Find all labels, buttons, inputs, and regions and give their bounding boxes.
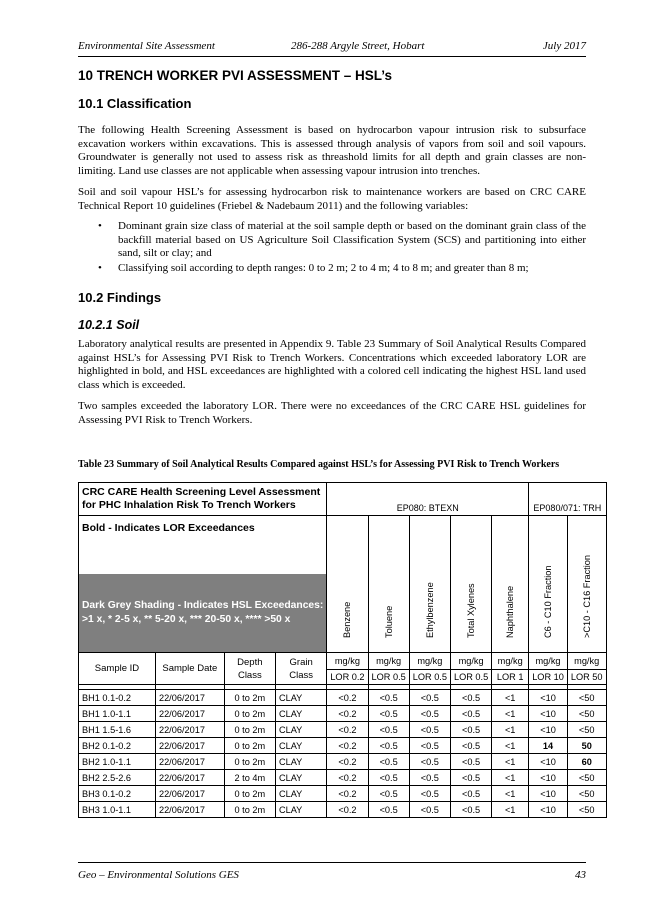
result-cell: <50 <box>567 722 606 738</box>
result-cell: <0.5 <box>450 722 491 738</box>
soil-results-table <box>78 482 607 818</box>
result-cell: <0.2 <box>327 754 368 770</box>
result-cell: <0.5 <box>368 738 409 754</box>
header-rule <box>78 56 586 57</box>
grain-class-cell: CLAY <box>275 706 326 722</box>
analyte-header: Total Xylenes <box>450 516 491 653</box>
result-cell: <0.5 <box>450 770 491 786</box>
page-footer <box>78 869 586 881</box>
result-cell: <0.5 <box>409 786 450 802</box>
soil-subheading: 10.2.1 Soil <box>78 318 140 332</box>
table-row <box>79 706 607 722</box>
result-cell: <0.5 <box>450 706 491 722</box>
analyte-header: Toluene <box>368 516 409 653</box>
unit-cell: mg/kg <box>327 653 368 670</box>
result-cell: <0.5 <box>450 690 491 706</box>
result-cell: <0.5 <box>368 770 409 786</box>
result-cell: <1 <box>492 690 529 706</box>
result-cell: <0.5 <box>409 690 450 706</box>
grain-class-cell: CLAY <box>275 754 326 770</box>
result-cell: <10 <box>529 722 568 738</box>
grain-class-cell: CLAY <box>275 770 326 786</box>
lor-cell: LOR 0.2 <box>327 670 368 685</box>
result-cell: <50 <box>567 690 606 706</box>
table-row <box>79 690 607 706</box>
grain-class-cell: CLAY <box>275 690 326 706</box>
result-cell: <1 <box>492 802 529 818</box>
unit-cell: mg/kg <box>529 653 568 670</box>
result-cell: <0.5 <box>409 754 450 770</box>
col-header-sample-id: Sample ID <box>79 653 156 685</box>
lor-cell: LOR 0.5 <box>368 670 409 685</box>
section-title: 10 TRENCH WORKER PVI ASSESSMENT – HSL’s <box>78 68 393 83</box>
grain-class-cell: CLAY <box>275 738 326 754</box>
lor-cell: LOR 10 <box>529 670 568 685</box>
bullet-marker: • <box>98 262 102 274</box>
result-cell: <0.5 <box>368 722 409 738</box>
header-center: 286-288 Argyle Street, Hobart <box>291 40 425 52</box>
result-cell: <0.5 <box>368 690 409 706</box>
result-cell: <0.2 <box>327 706 368 722</box>
footer-rule <box>78 862 586 863</box>
bullet-marker: • <box>98 220 102 232</box>
result-cell: <0.2 <box>327 722 368 738</box>
classification-heading: 10.1 Classification <box>78 96 192 111</box>
result-cell: <10 <box>529 802 568 818</box>
sample-date-cell: 22/06/2017 <box>155 754 224 770</box>
result-cell: <50 <box>567 706 606 722</box>
findings-heading: 10.2 Findings <box>78 290 162 305</box>
result-cell: <0.2 <box>327 770 368 786</box>
table-row <box>79 770 607 786</box>
bold-lor-note: Bold - Indicates LOR Exceedances <box>79 516 327 575</box>
analyte-header: C6 - C10 Fraction <box>529 516 568 653</box>
col-header-sample-date: Sample Date <box>155 653 224 685</box>
sample-date-cell: 22/06/2017 <box>155 706 224 722</box>
unit-cell: mg/kg <box>567 653 606 670</box>
result-cell: <0.5 <box>409 802 450 818</box>
page-number: 43 <box>575 869 586 881</box>
analyte-header: Ethylbenzene <box>409 516 450 653</box>
sample-id-cell: BH1 1.0-1.1 <box>79 706 156 722</box>
result-cell: <1 <box>492 722 529 738</box>
classification-paragraph-2: Soil and soil vapour HSL’s for assessing hydrocarbon risk to maintenance workers are based on CRC CARE Technical Report 10 guidelines (Friebel & Nadebaum 2011) and the following variables: <box>78 186 586 212</box>
bullet-item: Dominant grain size class of material at the soil sample depth or based on the dominant grain class of the backfill material based on US Agriculture Soil Classification System (SCS) and partitioning into either sand, silt or clay; and <box>118 220 586 260</box>
result-cell: <50 <box>567 770 606 786</box>
result-cell: <0.5 <box>450 786 491 802</box>
findings-paragraph-1: Laboratory analytical results are presented in Appendix 9. Table 23 Summary of Soil Analytical Results Compared against HSL’s for Assessing PVI Risk to Trench Workers. Concentrations which exceeded laboratory LOR are highlighted in bold, and HSL exceedances are highlighted with a colored cell indicating the highest HSL land used class which is exceeded. <box>78 338 586 391</box>
findings-paragraph-2: Two samples exceeded the laboratory LOR. There were no exceedances of the CRC CARE HSL guidelines for Assessing PVI Risk to Trench Workers. <box>78 400 586 426</box>
result-cell: 14 <box>529 738 568 754</box>
result-cell: <1 <box>492 754 529 770</box>
sample-id-cell: BH1 0.1-0.2 <box>79 690 156 706</box>
result-cell: <0.2 <box>327 690 368 706</box>
sample-id-cell: BH2 0.1-0.2 <box>79 738 156 754</box>
result-cell: <1 <box>492 786 529 802</box>
result-cell: <0.5 <box>450 738 491 754</box>
result-cell: <0.5 <box>409 738 450 754</box>
grain-class-cell: CLAY <box>275 802 326 818</box>
analyte-header: >C10 - C16 Fraction <box>567 516 606 653</box>
sample-id-cell: BH3 0.1-0.2 <box>79 786 156 802</box>
col-header-depth-class: Depth Class <box>224 653 275 685</box>
result-cell: 50 <box>567 738 606 754</box>
lor-cell: LOR 50 <box>567 670 606 685</box>
result-cell: <0.5 <box>368 754 409 770</box>
table-row <box>79 786 607 802</box>
sample-id-cell: BH2 1.0-1.1 <box>79 754 156 770</box>
result-cell: 60 <box>567 754 606 770</box>
col-header-grain-class: Grain Class <box>275 653 326 685</box>
table-title: CRC CARE Health Screening Level Assessment for PHC Inhalation Risk To Trench Workers <box>79 483 327 516</box>
lor-cell: LOR 0.5 <box>450 670 491 685</box>
table-caption: Table 23 Summary of Soil Analytical Results Compared against HSL’s for Assessing PVI Risk to Trench Workers <box>78 459 560 470</box>
sample-id-cell: BH1 1.5-1.6 <box>79 722 156 738</box>
bullet-item: Classifying soil according to depth ranges: 0 to 2 m; 2 to 4 m; 4 to 8 m; and greater than 8 m; <box>118 262 529 274</box>
result-cell: <1 <box>492 770 529 786</box>
header-right: July 2017 <box>542 40 586 52</box>
hsl-shading-note: Dark Grey Shading - Indicates HSL Exceedances: >1 x, * 2-5 x, ** 5-20 x, *** 20-50 x, **** >50 x <box>79 574 327 653</box>
unit-cell: mg/kg <box>368 653 409 670</box>
table-row <box>79 754 607 770</box>
table-row <box>79 802 607 818</box>
depth-class-cell: 0 to 2m <box>224 786 275 802</box>
result-cell: <0.2 <box>327 786 368 802</box>
grain-class-cell: CLAY <box>275 786 326 802</box>
lor-cell: LOR 1 <box>492 670 529 685</box>
sample-date-cell: 22/06/2017 <box>155 770 224 786</box>
table-row <box>79 722 607 738</box>
depth-class-cell: 0 to 2m <box>224 722 275 738</box>
group-btexn: EP080: BTEXN <box>327 483 529 516</box>
result-cell: <0.5 <box>450 754 491 770</box>
result-cell: <0.2 <box>327 738 368 754</box>
result-cell: <0.5 <box>368 802 409 818</box>
header-left: Environmental Site Assessment <box>78 40 215 52</box>
result-cell: <1 <box>492 706 529 722</box>
result-cell: <0.5 <box>409 706 450 722</box>
grain-class-cell: CLAY <box>275 722 326 738</box>
classification-paragraph-1: The following Health Screening Assessment is based on hydrocarbon vapour intrusion risk to subsurface excavation workers within excavations. This is assessed through analysis of vapors from soil and soil vapours. Groundwater is generally not used to assess risk as threashold limits for all depth and grain classes are non-limiting. Land use classes are not applicable when assessing vapour intrusion into trenches. <box>78 124 586 177</box>
sample-id-cell: BH2 2.5-2.6 <box>79 770 156 786</box>
sample-date-cell: 22/06/2017 <box>155 690 224 706</box>
lor-cell: LOR 0.5 <box>409 670 450 685</box>
depth-class-cell: 2 to 4m <box>224 770 275 786</box>
sample-date-cell: 22/06/2017 <box>155 722 224 738</box>
unit-cell: mg/kg <box>492 653 529 670</box>
result-cell: <10 <box>529 786 568 802</box>
depth-class-cell: 0 to 2m <box>224 802 275 818</box>
result-cell: <0.5 <box>368 706 409 722</box>
result-cell: <0.5 <box>450 802 491 818</box>
sample-id-cell: BH3 1.0-1.1 <box>79 802 156 818</box>
result-cell: <10 <box>529 754 568 770</box>
depth-class-cell: 0 to 2m <box>224 690 275 706</box>
sample-date-cell: 22/06/2017 <box>155 786 224 802</box>
sample-date-cell: 22/06/2017 <box>155 802 224 818</box>
result-cell: <0.5 <box>368 786 409 802</box>
result-cell: <50 <box>567 786 606 802</box>
result-cell: <0.5 <box>409 770 450 786</box>
depth-class-cell: 0 to 2m <box>224 754 275 770</box>
depth-class-cell: 0 to 2m <box>224 738 275 754</box>
result-cell: <10 <box>529 770 568 786</box>
table-row <box>79 738 607 754</box>
unit-cell: mg/kg <box>450 653 491 670</box>
result-cell: <1 <box>492 738 529 754</box>
unit-cell: mg/kg <box>409 653 450 670</box>
sample-date-cell: 22/06/2017 <box>155 738 224 754</box>
result-cell: <0.5 <box>409 722 450 738</box>
analyte-header: Benzene <box>327 516 368 653</box>
result-cell: <0.2 <box>327 802 368 818</box>
result-cell: <10 <box>529 706 568 722</box>
analyte-header: Naphthalene <box>492 516 529 653</box>
footer-left: Geo – Environmental Solutions GES <box>78 869 239 881</box>
result-cell: <10 <box>529 690 568 706</box>
result-cell: <50 <box>567 802 606 818</box>
depth-class-cell: 0 to 2m <box>224 706 275 722</box>
group-trh: EP080/071: TRH <box>529 483 606 516</box>
